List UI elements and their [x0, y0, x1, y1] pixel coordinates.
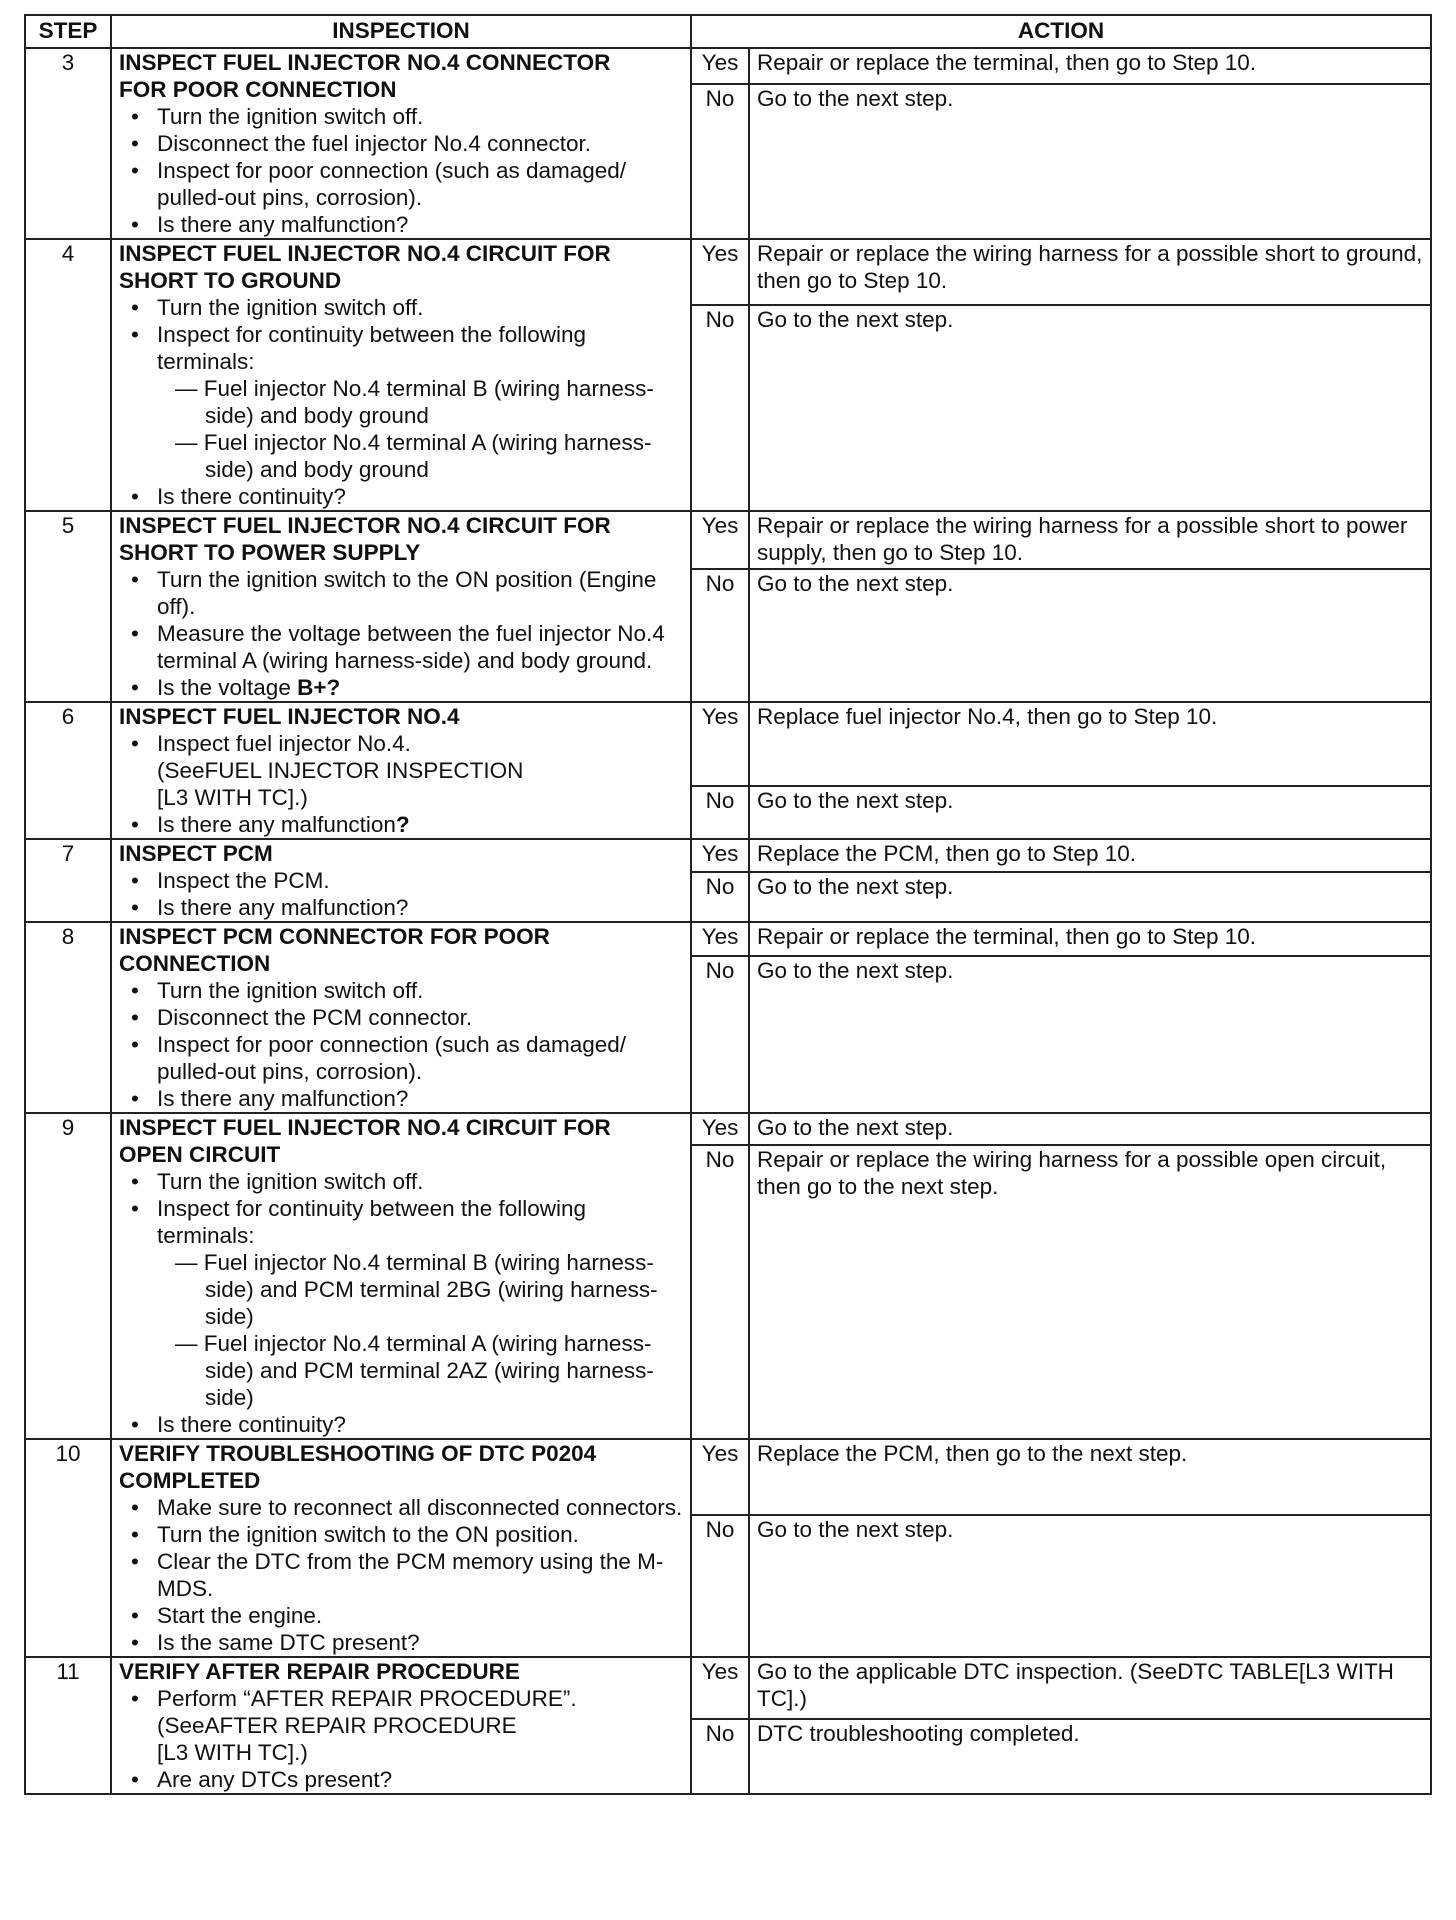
yes-action: Repair or replace the wiring harness for a possible short to ground, then go to Step 10.: [749, 239, 1431, 305]
yes-label: Yes: [691, 511, 749, 569]
inspection-cell: [111, 1113, 691, 1439]
no-label: No: [691, 786, 749, 839]
bullet-text: Is the same DTC present?: [157, 1630, 420, 1655]
inspection-bullet: [119, 130, 683, 157]
no-action: Go to the next step.: [749, 305, 1431, 511]
inspection-cell: [111, 839, 691, 922]
yes-label: Yes: [691, 922, 749, 956]
inspection-bullet: [119, 566, 683, 620]
inspection-bullet: [119, 977, 683, 1004]
bullet-text: Inspect for continuity between the following terminals:: [157, 1196, 587, 1248]
no-action: DTC troubleshooting completed.: [749, 1719, 1431, 1794]
no-action: Go to the next step.: [749, 872, 1431, 922]
inspection-bullet: [119, 157, 683, 211]
table-row: [25, 1657, 1431, 1719]
inspection-bullet: [119, 1195, 683, 1411]
step-number: 10: [25, 1439, 111, 1657]
reference-line: (SeeFUEL INJECTOR INSPECTION: [157, 758, 524, 783]
no-action: Go to the next step.: [749, 956, 1431, 1113]
yes-action: Replace the PCM, then go to the next step.: [749, 1439, 1431, 1515]
inspection-steps: [119, 730, 683, 838]
yes-label: Yes: [691, 48, 749, 84]
inspection-bullet: [119, 620, 683, 674]
bullet-text: Inspect for poor connection (such as damaged/ pulled-out pins, corrosion).: [157, 1032, 627, 1084]
bullet-text: Inspect for poor connection (such as damaged/ pulled-out pins, corrosion).: [157, 158, 627, 210]
inspection-title: SHORT TO GROUND: [119, 268, 342, 293]
inspection-steps: [119, 566, 683, 701]
inspection-steps: [119, 103, 683, 238]
inspection-bullet: [119, 730, 683, 811]
inspection-steps: [119, 977, 683, 1112]
yes-label: Yes: [691, 1439, 749, 1515]
step-number: 7: [25, 839, 111, 922]
no-action: Go to the next step.: [749, 84, 1431, 239]
no-action: Go to the next step.: [749, 786, 1431, 839]
no-label: No: [691, 872, 749, 922]
inspection-bullet: [119, 294, 683, 321]
no-label: No: [691, 1145, 749, 1439]
no-label: No: [691, 1515, 749, 1657]
inspection-cell: [111, 239, 691, 511]
inspection-bullet: [119, 1766, 683, 1793]
inspection-bullet: [119, 483, 683, 510]
inspection-title: INSPECT FUEL INJECTOR NO.4: [119, 704, 460, 729]
step-number: 5: [25, 511, 111, 702]
no-action: Repair or replace the wiring harness for a possible open circuit, then go to the next step.: [749, 1145, 1431, 1439]
inspection-title: COMPLETED: [119, 1468, 261, 1493]
dtc-troubleshooting-table: [24, 14, 1432, 1795]
bullet-text: Is there continuity?: [157, 484, 346, 509]
table-row: [25, 1113, 1431, 1145]
yes-action: Repair or replace the terminal, then go to Step 10.: [749, 922, 1431, 956]
table-row: [25, 511, 1431, 569]
table-row: [25, 702, 1431, 786]
inspection-bullet: [119, 894, 683, 921]
reference-line: [L3 WITH TC].): [157, 785, 308, 810]
bullet-text: Is there any malfunction?: [157, 212, 409, 237]
inspection-steps: [119, 867, 683, 921]
inspection-title: INSPECT PCM: [119, 841, 273, 866]
bullet-text: Disconnect the fuel injector No.4 connector.: [157, 131, 591, 156]
inspection-steps: [119, 294, 683, 510]
yes-label: Yes: [691, 1657, 749, 1719]
inspection-title: SHORT TO POWER SUPPLY: [119, 540, 421, 565]
inspection-title: VERIFY TROUBLESHOOTING OF DTC P0204: [119, 1441, 597, 1466]
sub-item: — Fuel injector No.4 terminal B (wiring harness-side) and PCM terminal 2BG (wiring harness-side): [175, 1250, 658, 1329]
no-action: Go to the next step.: [749, 569, 1431, 703]
step-number: 11: [25, 1657, 111, 1794]
inspection-bullet: [119, 321, 683, 483]
yes-label: Yes: [691, 839, 749, 872]
inspection-bullet: [119, 1629, 683, 1656]
yes-action: Repair or replace the wiring harness for a possible short to power supply, then go to Step 10.: [749, 511, 1431, 569]
inspection-title: VERIFY AFTER REPAIR PROCEDURE: [119, 1659, 520, 1684]
sub-item: — Fuel injector No.4 terminal A (wiring harness-side) and PCM terminal 2AZ (wiring harness-side): [175, 1331, 654, 1410]
yes-action: Replace the PCM, then go to Step 10.: [749, 839, 1431, 872]
no-label: No: [691, 84, 749, 239]
step-column-header: STEP: [25, 15, 111, 48]
no-label: No: [691, 956, 749, 1113]
header-row: [25, 15, 1431, 48]
inspection-title: FOR POOR CONNECTION: [119, 77, 397, 102]
no-label: No: [691, 569, 749, 703]
inspection-cell: [111, 922, 691, 1113]
bullet-text: Start the engine.: [157, 1603, 323, 1628]
bullet-bold-text: ?: [395, 812, 410, 837]
bullet-bold-text: B+?: [297, 675, 341, 700]
bullet-text: Disconnect the PCM connector.: [157, 1005, 473, 1030]
inspection-cell: [111, 511, 691, 702]
inspection-cell: [111, 1657, 691, 1794]
bullet-text: Turn the ignition switch to the ON position (Engine off).: [157, 567, 657, 619]
action-column-header: ACTION: [691, 15, 1431, 48]
inspection-title: INSPECT FUEL INJECTOR NO.4 CIRCUIT FOR: [119, 241, 611, 266]
bullet-text: Inspect for continuity between the following terminals:: [157, 322, 587, 374]
yes-action: Go to the applicable DTC inspection. (SeeDTC TABLE[L3 WITH TC].): [749, 1657, 1431, 1719]
yes-action: Go to the next step.: [749, 1113, 1431, 1145]
inspection-bullet: [119, 1602, 683, 1629]
inspection-bullet: [119, 1521, 683, 1548]
step-number: 6: [25, 702, 111, 839]
bullet-text: Turn the ignition switch to the ON position.: [157, 1522, 579, 1547]
no-label: No: [691, 305, 749, 511]
inspection-column-header: INSPECTION: [111, 15, 691, 48]
inspection-steps: [119, 1494, 683, 1656]
inspection-title: OPEN CIRCUIT: [119, 1142, 281, 1167]
inspection-title: INSPECT PCM CONNECTOR FOR POOR: [119, 924, 550, 949]
inspection-bullet: [119, 1548, 683, 1602]
table-row: [25, 839, 1431, 872]
yes-label: Yes: [691, 1113, 749, 1145]
bullet-text: Turn the ignition switch off.: [157, 1169, 424, 1194]
table-row: [25, 922, 1431, 956]
bullet-text: Inspect the PCM.: [157, 868, 330, 893]
sub-item: — Fuel injector No.4 terminal B (wiring harness-side) and body ground: [175, 376, 654, 428]
table-row: [25, 1439, 1431, 1515]
table-row: [25, 239, 1431, 305]
inspection-title: INSPECT FUEL INJECTOR NO.4 CIRCUIT FOR: [119, 513, 611, 538]
bullet-text: Perform “AFTER REPAIR PROCEDURE”.: [157, 1686, 577, 1711]
inspection-title: INSPECT FUEL INJECTOR NO.4 CONNECTOR: [119, 50, 611, 75]
reference-line: [L3 WITH TC].): [157, 1740, 308, 1765]
bullet-text: Turn the ignition switch off.: [157, 978, 424, 1003]
inspection-bullet: [119, 1494, 683, 1521]
yes-label: Yes: [691, 239, 749, 305]
inspection-bullet: [119, 103, 683, 130]
inspection-bullet: [119, 1411, 683, 1438]
bullet-text: Make sure to reconnect all disconnected connectors.: [157, 1495, 683, 1520]
bullet-text: Is there any malfunction?: [157, 895, 409, 920]
step-number: 4: [25, 239, 111, 511]
inspection-cell: [111, 702, 691, 839]
inspection-bullet: [119, 1085, 683, 1112]
no-action: Go to the next step.: [749, 1515, 1431, 1657]
inspection-title: CONNECTION: [119, 951, 271, 976]
inspection-bullet: [119, 811, 683, 838]
inspection-steps: [119, 1685, 683, 1793]
inspection-cell: [111, 48, 691, 239]
bullet-text: Is there continuity?: [157, 1412, 346, 1437]
bullet-text: Turn the ignition switch off.: [157, 295, 424, 320]
step-number: 3: [25, 48, 111, 239]
bullet-text: Is the voltage: [157, 675, 298, 700]
inspection-bullet: [119, 1031, 683, 1085]
yes-label: Yes: [691, 702, 749, 786]
bullet-text: Is there any malfunction: [157, 812, 396, 837]
inspection-bullet: [119, 867, 683, 894]
step-number: 8: [25, 922, 111, 1113]
inspection-bullet: [119, 674, 683, 701]
sub-item: — Fuel injector No.4 terminal A (wiring harness-side) and body ground: [175, 430, 652, 482]
bullet-text: Inspect fuel injector No.4.: [157, 731, 411, 756]
bullet-text: Are any DTCs present?: [157, 1767, 393, 1792]
inspection-bullet: [119, 1168, 683, 1195]
table-row: [25, 48, 1431, 84]
bullet-text: Is there any malfunction?: [157, 1086, 409, 1111]
step-number: 9: [25, 1113, 111, 1439]
bullet-text: Measure the voltage between the fuel injector No.4 terminal A (wiring harness-side) and body ground.: [157, 621, 665, 673]
no-label: No: [691, 1719, 749, 1794]
reference-line: (SeeAFTER REPAIR PROCEDURE: [157, 1713, 517, 1738]
bullet-text: Clear the DTC from the PCM memory using the M-MDS.: [157, 1549, 664, 1601]
bullet-text: Turn the ignition switch off.: [157, 104, 424, 129]
inspection-bullet: [119, 211, 683, 238]
inspection-steps: [119, 1168, 683, 1438]
inspection-bullet: [119, 1004, 683, 1031]
inspection-bullet: [119, 1685, 683, 1766]
inspection-title: INSPECT FUEL INJECTOR NO.4 CIRCUIT FOR: [119, 1115, 611, 1140]
yes-action: Repair or replace the terminal, then go to Step 10.: [749, 48, 1431, 84]
inspection-cell: [111, 1439, 691, 1657]
yes-action: Replace fuel injector No.4, then go to Step 10.: [749, 702, 1431, 786]
